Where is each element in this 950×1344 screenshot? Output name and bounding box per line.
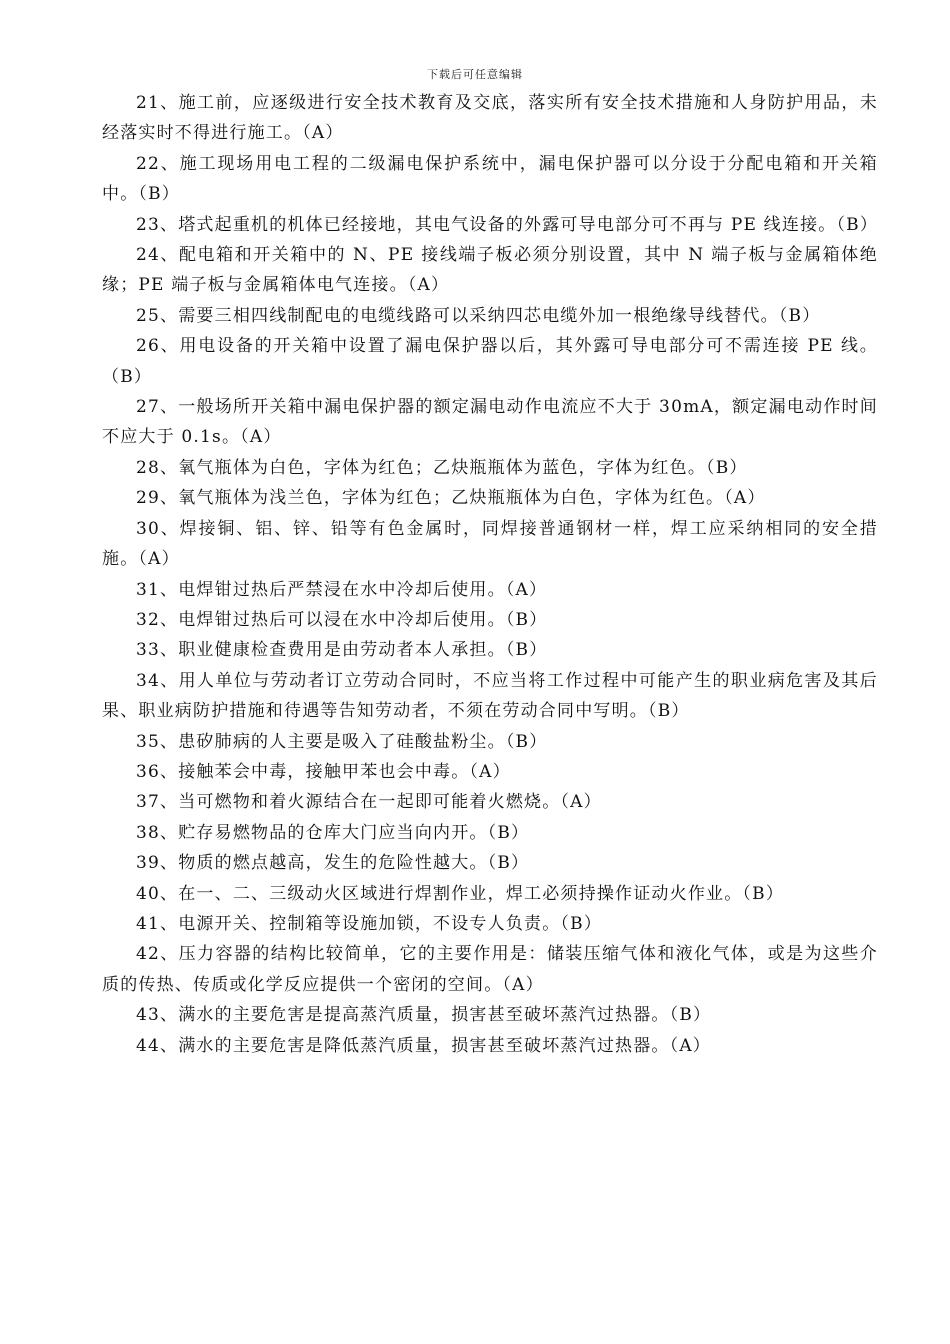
- list-item: 31、电焊钳过热后严禁浸在水中冷却后使用。（A）: [136, 579, 548, 600]
- list-item: 40、在一、二、三级动火区域进行焊割作业，焊工必须持操作证动火作业。（B）: [136, 883, 785, 904]
- list-item: 38、贮存易燃物品的仓库大门应当向内开。（B）: [136, 822, 530, 843]
- list-item: 26、用电设备的开关箱中设置了漏电保护器以后，其外露可导电部分可不需连接 PE 线。（B）: [102, 336, 878, 387]
- list-item: 34、用人单位与劳动者订立劳动合同时，不应当将工作过程中可能产生的职业病危害及其后果、职业病防护措施和待遇等告知劳动者，不须在劳动合同中写明。（B）: [102, 670, 878, 722]
- list-item: 32、电焊钳过热后可以浸在水中冷却后使用。（B）: [136, 609, 548, 630]
- list-item: 33、职业健康检查费用是由劳动者本人承担。（B）: [136, 640, 548, 661]
- list-item: 36、接触苯会中毒，接触甲苯也会中毒。（A）: [136, 761, 511, 782]
- list-item: 29、氧气瓶体为浅兰色，字体为红色；乙炔瓶瓶体为白色，字体为红色。（A）: [136, 488, 766, 509]
- list-item: 23、塔式起重机的机体已经接地，其电气设备的外露可导电部分可不再与 PE 线连接。（B）: [136, 214, 879, 235]
- list-item: 43、满水的主要危害是提高蒸汽质量，损害甚至破坏蒸汽过热器。（B）: [136, 1005, 712, 1026]
- list-item: 28、氧气瓶体为白色，字体为红色；乙炔瓶瓶体为蓝色，字体为红色。（B）: [136, 457, 748, 478]
- list-item: 25、需要三相四线制配电的电缆线路可以采纳四芯电缆外加一根绝缘导线替代。（B）: [136, 305, 821, 326]
- list-item: 24、配电箱和开关箱中的 N、PE 接线端子板必须分别设置，其中 N 端子板与金属箱体绝缘；PE 端子板与金属箱体电气连接。（A）: [102, 245, 878, 296]
- list-item: 37、当可燃物和着火源结合在一起即可能着火燃烧。（A）: [136, 792, 602, 813]
- list-item: 39、物质的燃点越高，发生的危险性越大。（B）: [136, 853, 530, 874]
- question-list: [102, 88, 878, 1061]
- list-item: 44、满水的主要危害是降低蒸汽质量，损害甚至破坏蒸汽过热器。（A）: [136, 1035, 712, 1056]
- list-item: 30、焊接铜、铝、锌、铅等有色金属时，同焊接普通钢材一样，焊工应采纳相同的安全措施。（A）: [102, 518, 878, 570]
- list-item: 41、电源开关、控制箱等设施加锁，不设专人负责。（B）: [136, 913, 603, 934]
- list-item: 35、患矽肺病的人主要是吸入了硅酸盐粉尘。（B）: [136, 731, 548, 752]
- page-header: 下载后可任意编辑: [427, 68, 523, 81]
- list-item: 22、施工现场用电工程的二级漏电保护系统中，漏电保护器可以分设于分配电箱和开关箱中。（B）: [102, 153, 878, 205]
- list-item: 42、压力容器的结构比较简单，它的主要作用是：储装压缩气体和液化气体，或是为这些介质的传热、传质或化学反应提供一个密闭的空间。（A）: [102, 944, 878, 995]
- list-item: 27、一般场所开关箱中漏电保护器的额定漏电动作电流应不大于 30mA，额定漏电动作时间不应大于 0.1s。（A）: [102, 397, 878, 448]
- list-item: 21、施工前，应逐级进行安全技术教育及交底，落实所有安全技术措施和人身防护用品，未经落实时不得进行施工。（A）: [102, 93, 878, 144]
